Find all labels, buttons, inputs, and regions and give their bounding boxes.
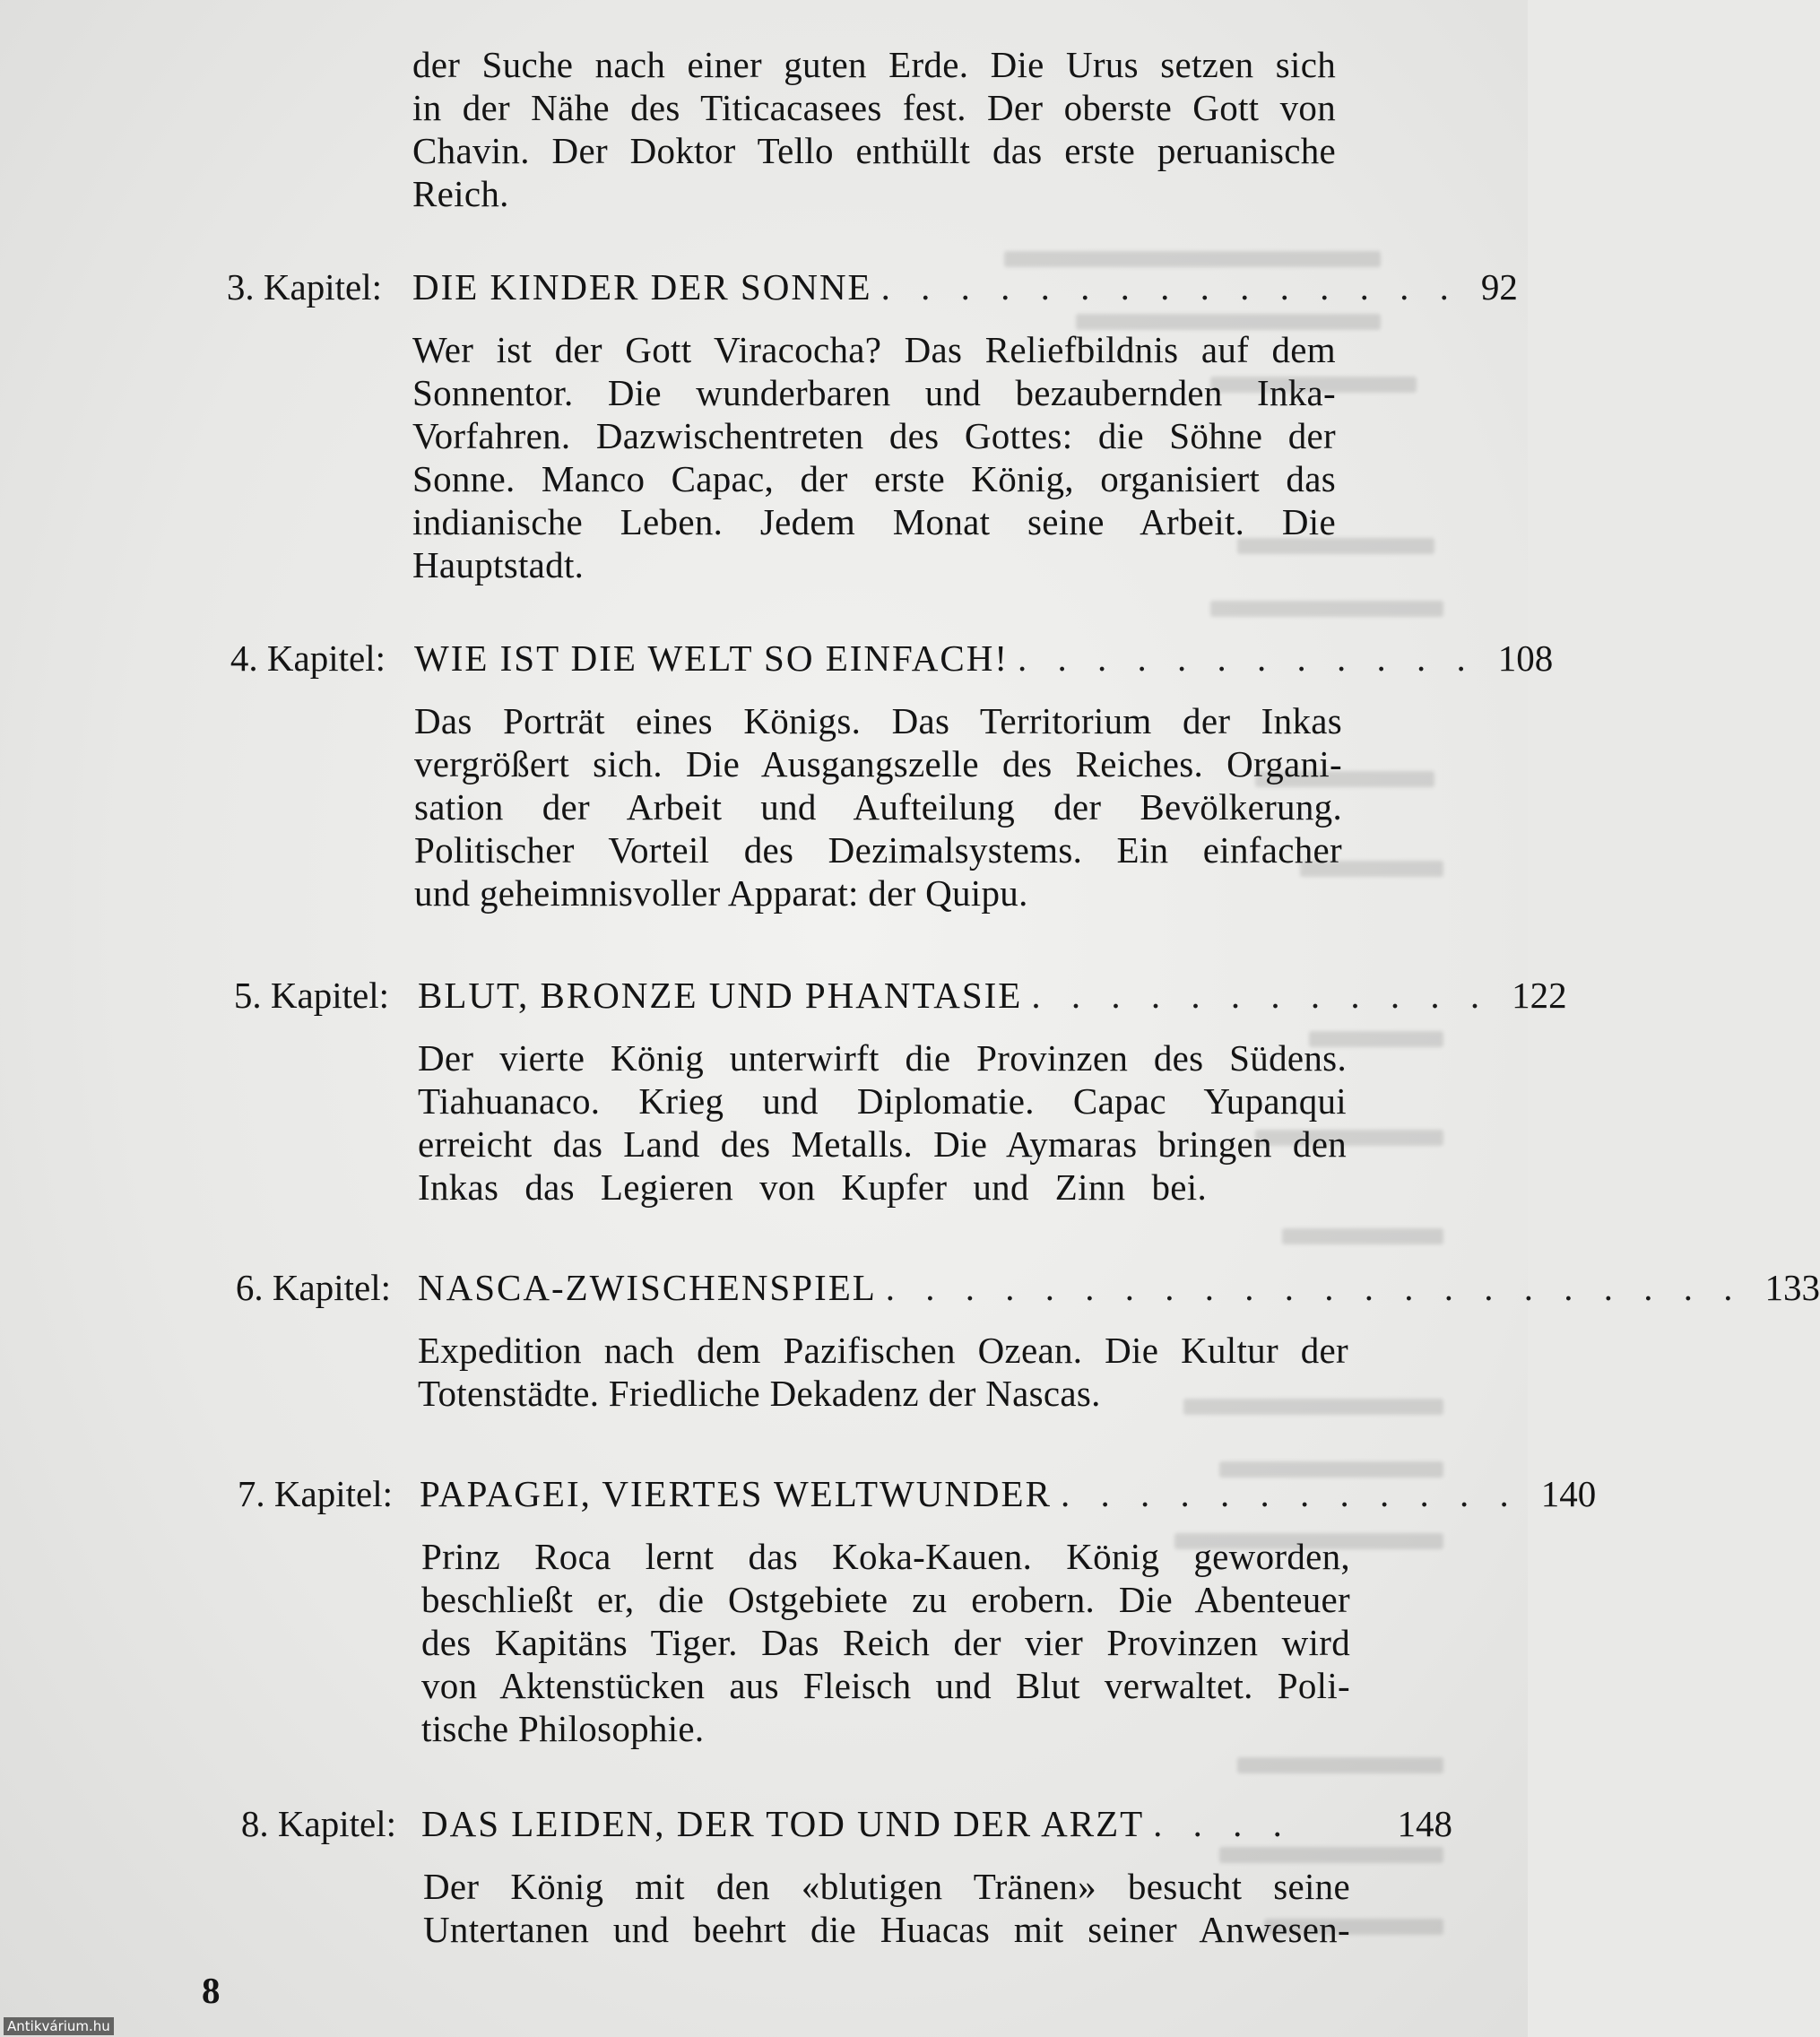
chapter-page-number: 108	[1497, 637, 1554, 679]
summary-line: vergrößert sich. Die Ausgangszelle des Reiches. Organi-	[414, 743, 1342, 784]
chapter-heading	[418, 1266, 1820, 1309]
chapter-title: PAPAGEI, VIERTES WELTWUNDER	[420, 1473, 1052, 1514]
summary-line: Politischer Vorteil des Dezimalsystems. Ein einfacher	[414, 829, 1342, 871]
chapter-title: BLUT, BRONZE UND PHANTASIE	[418, 975, 1023, 1016]
chapter-page-number: 133	[1764, 1267, 1820, 1308]
summary-line: Der König mit den «blutigen Tränen» besucht seine	[423, 1866, 1350, 1907]
summary-line: Inkas das Legieren von Kupfer und Zinn bei.	[418, 1166, 1207, 1208]
chapter-title: DIE KINDER DER SONNE	[412, 266, 872, 308]
summary-line: Wer ist der Gott Viracocha? Das Reliefbildnis auf dem	[412, 329, 1336, 370]
dot-leader: . . . . . . . . . . . . . . . . . . . . . .	[885, 1267, 1744, 1308]
summary-line: Tiahuanaco. Krieg und Diplomatie. Capac Yupanqui	[418, 1080, 1347, 1122]
summary-line: Totenstädte. Friedliche Dekadenz der Nascas.	[418, 1373, 1101, 1414]
chapter-label: 8. Kapitel:	[240, 1803, 396, 1844]
chapter-label: 5. Kapitel:	[233, 975, 389, 1016]
chapter-title: DAS LEIDEN, DER TOD UND DER ARZT	[421, 1803, 1145, 1844]
chapter-heading	[414, 637, 1554, 680]
summary-line: Vorfahren. Dazwischentreten des Gottes: die Söhne der	[412, 415, 1336, 456]
summary-line: indianische Leben. Jedem Monat seine Arbeit. Die	[412, 501, 1336, 542]
dot-leader: . . . . . . . . . . . . . . .	[880, 266, 1460, 308]
chapter-page-number: 122	[1512, 975, 1567, 1016]
summary-line: Hauptstadt.	[412, 544, 585, 585]
page-number: 8	[202, 1970, 221, 2011]
summary-line: Der vierte König unterwirft die Provinzen des Südens.	[418, 1037, 1347, 1079]
summary-line: sation der Arbeit und Aufteilung der Bevölkerung.	[414, 786, 1342, 828]
chapter-title: NASCA-ZWISCHENSPIEL	[418, 1267, 877, 1308]
chapter-label: 3. Kapitel:	[226, 266, 382, 308]
summary-line: beschließt er, die Ostgebiete zu erobern. Die Abenteuer	[421, 1579, 1350, 1620]
summary-line: Prinz Roca lernt das Koka-Kauen. König geworden,	[421, 1536, 1350, 1577]
summary-line: Untertanen und beehrt die Huacas mit seiner Anwesen-	[423, 1909, 1350, 1950]
intro-line: Chavin. Der Doktor Tello enthüllt das erste peruanische	[412, 130, 1336, 171]
summary-line: und geheimnisvoller Apparat: der Quipu.	[414, 872, 1028, 914]
summary-line: Sonnentor. Die wunderbaren und bezaubernden Inka-	[412, 372, 1336, 413]
chapter-heading	[421, 1802, 1452, 1845]
chapter-title: WIE IST DIE WELT SO EINFACH!	[414, 637, 1009, 679]
dot-leader: . . . . . . . . . . . .	[1060, 1473, 1520, 1514]
summary-line: Expedition nach dem Pazifischen Ozean. Die Kultur der	[418, 1330, 1348, 1371]
chapter-heading	[420, 1472, 1597, 1515]
chapter-page-number: 140	[1540, 1473, 1597, 1514]
summary-line: tische Philosophie.	[421, 1708, 705, 1749]
chapter-label: 4. Kapitel:	[230, 637, 386, 679]
summary-line: des Kapitäns Tiger. Das Reich der vier Provinzen wird	[421, 1622, 1350, 1663]
chapter-label: 6. Kapitel:	[235, 1267, 391, 1308]
summary-line: Das Porträt eines Königs. Das Territorium der Inkas	[414, 700, 1342, 741]
chapter-page-number: 92	[1480, 266, 1518, 308]
chapter-page-number: 148	[1397, 1803, 1452, 1844]
chapter-label: 7. Kapitel:	[237, 1473, 393, 1514]
summary-line: Sonne. Manco Capac, der erste König, organisiert das	[412, 458, 1336, 499]
summary-line: erreicht das Land des Metalls. Die Aymaras bringen den	[418, 1123, 1347, 1165]
dot-leader: . . . . . . . . . . . .	[1018, 637, 1477, 679]
watermark: Antikvárium.hu	[4, 2017, 114, 2035]
intro-line: in der Nähe des Titicacasees fest. Der oberste Gott von	[412, 87, 1336, 128]
dot-leader: . . . . . . . . . . . .	[1031, 975, 1491, 1016]
intro-line: der Suche nach einer guten Erde. Die Urus setzen sich	[412, 44, 1336, 85]
intro-line: Reich.	[412, 173, 509, 214]
summary-line: von Aktenstücken aus Fleisch und Blut verwaltet. Poli-	[421, 1665, 1350, 1706]
chapter-heading	[412, 265, 1518, 308]
dot-leader: . . . .	[1153, 1803, 1293, 1844]
chapter-heading	[418, 974, 1567, 1017]
